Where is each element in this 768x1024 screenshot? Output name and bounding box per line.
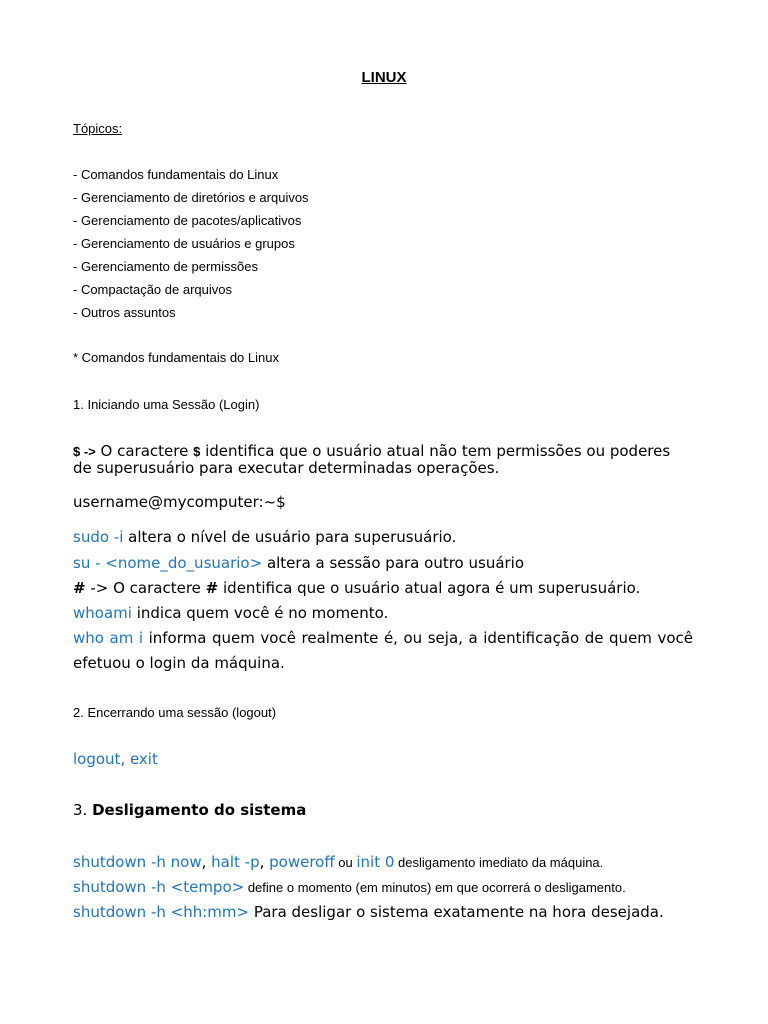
section-heading: * Comandos fundamentais do Linux xyxy=(73,350,279,365)
who-am-i-paragraph xyxy=(73,626,693,676)
shutdown-now-command: shutdown -h now xyxy=(73,853,202,871)
topic-item: - Gerenciamento de diretórios e arquivos xyxy=(73,190,309,205)
hash-line xyxy=(73,579,640,597)
shutdown-heading xyxy=(73,801,306,819)
shutdown-line-2-description: define o momento (em minutos) em que ocorrerá o desligamento. xyxy=(244,880,626,895)
dollar-text-2: identifica que o usuário atual não tem permissões ou poderes de superusuário para executar determinadas operações. xyxy=(73,442,671,477)
topic-item: - Compactação de arquivos xyxy=(73,282,232,297)
ou-text: ou xyxy=(334,855,357,870)
shutdown-heading-text: Desligamento do sistema xyxy=(92,801,307,819)
separator: , xyxy=(201,853,212,871)
dollar-paragraph xyxy=(73,443,693,477)
su-command: su - <nome_do_usuario> xyxy=(73,554,263,572)
topics-label: Tópicos: xyxy=(73,121,123,136)
init-command: init 0 xyxy=(356,853,395,871)
shell-prompt: username@mycomputer:~$ xyxy=(73,493,286,511)
logout-commands: logout, exit xyxy=(73,750,158,768)
su-line xyxy=(73,554,524,572)
shutdown-line-2 xyxy=(73,878,626,896)
whoami-command: whoami xyxy=(73,604,132,622)
sudo-line xyxy=(73,528,456,546)
dollar-text-1: O caractere xyxy=(95,442,194,460)
hash-prefix: # xyxy=(73,579,86,597)
dollar-prefix: $ -> xyxy=(73,444,96,459)
topic-item: - Outros assuntos xyxy=(73,305,176,320)
poweroff-command: poweroff xyxy=(269,853,335,871)
su-description: altera a sessão para outro usuário xyxy=(262,554,525,572)
login-heading: 1. Iniciando uma Sessão (Login) xyxy=(73,397,260,412)
topic-item: - Gerenciamento de pacotes/aplicativos xyxy=(73,213,302,228)
dollar-symbol: $ xyxy=(193,444,201,459)
shutdown-line-1-description: desligamento imediato da máquina. xyxy=(394,855,604,870)
shutdown-line-3 xyxy=(73,903,664,921)
topics-list xyxy=(73,166,309,327)
separator: , xyxy=(259,853,270,871)
topic-item: - Gerenciamento de usuários e grupos xyxy=(73,236,295,251)
shutdown-heading-number: 3. xyxy=(73,801,93,819)
topic-item: - Gerenciamento de permissões xyxy=(73,259,258,274)
whoami-description: indica quem você é no momento. xyxy=(131,604,389,622)
shutdown-line-1 xyxy=(73,853,603,871)
sudo-description: altera o nível de usuário para superusuário. xyxy=(123,528,457,546)
shutdown-line-3-description: Para desligar o sistema exatamente na hora desejada. xyxy=(249,903,664,921)
sudo-command: sudo -i xyxy=(73,528,124,546)
whoami-line xyxy=(73,604,388,622)
shutdown-tempo-command: shutdown -h <tempo> xyxy=(73,878,245,896)
who-am-i-description: informa quem você realmente é, ou seja, a identificação de quem você efetuou o login da máquina. xyxy=(73,629,693,672)
logout-heading: 2. Encerrando uma sessão (logout) xyxy=(73,705,277,720)
who-am-i-command: who am i xyxy=(73,629,144,647)
hash-symbol: # xyxy=(205,579,219,597)
topic-item: - Comandos fundamentais do Linux xyxy=(73,167,279,182)
hash-text-2: identifica que o usuário atual agora é um superusuário. xyxy=(218,579,641,597)
shutdown-hhmm-command: shutdown -h <hh:mm> xyxy=(73,903,250,921)
page-title: LINUX xyxy=(361,69,407,86)
hash-text-1: -> O caractere xyxy=(85,579,206,597)
halt-command: halt -p xyxy=(211,853,260,871)
